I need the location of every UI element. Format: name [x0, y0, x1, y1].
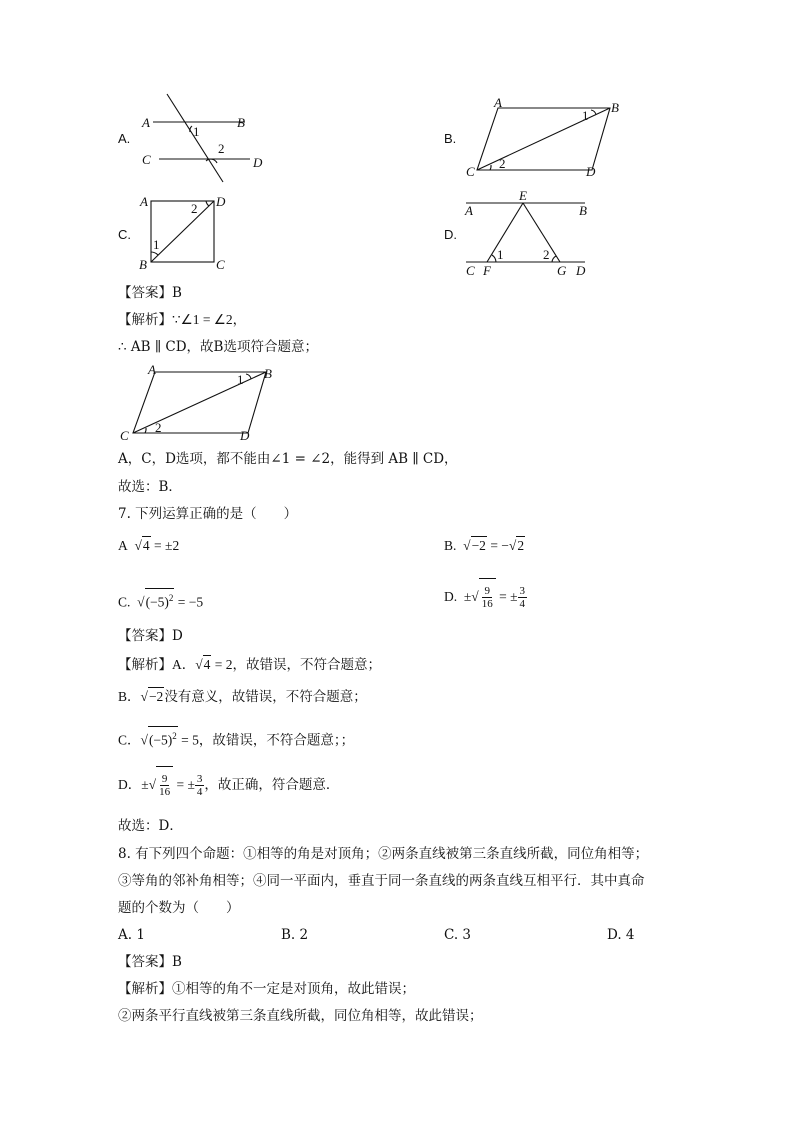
option-d-label: D. [444, 227, 457, 242]
svg-text:B: B [264, 366, 272, 381]
angle-2-arc [552, 256, 556, 262]
q8-option-c: C. 3 [444, 927, 472, 943]
svg-text:D: D [253, 155, 263, 170]
diagonal-bc [133, 372, 266, 433]
angle-2-arc [490, 165, 491, 170]
svg-text:C: C [120, 428, 129, 443]
q7-option-a: A √4 = ±2 [118, 538, 180, 553]
angle-1-arc [492, 255, 496, 262]
angle-1-arc [151, 252, 158, 255]
figure-option-a [135, 88, 285, 188]
svg-text:G: G [557, 263, 567, 278]
q6-choose: 故选：B． [118, 479, 182, 495]
svg-text:A: A [494, 95, 502, 110]
q6-analysis: 【解析】∵∠1 = ∠2， [118, 312, 247, 328]
q7-stem: 7. 下列运算正确的是（ ） [118, 506, 298, 522]
svg-text:B: B [139, 257, 147, 272]
q8-stem-line-1: 8. 有下列四个命题：①相等的角是对顶角；②两条直线被第三条直线所截，同位角相等； [118, 846, 649, 862]
segment-ef [487, 203, 523, 262]
diagonal-bc [477, 108, 610, 170]
svg-text:D: D [216, 194, 226, 209]
q7-explain-b: B．√−2没有意义，故错误，不符合题意； [118, 689, 367, 704]
q6-therefore: ∴ AB ∥ CD，故B选项符合题意； [118, 339, 318, 355]
svg-text:C: C [216, 257, 225, 272]
figure-option-b [460, 95, 630, 183]
option-a-label: A. [118, 131, 131, 146]
svg-text:2: 2 [499, 156, 506, 171]
angle-2-arc [145, 428, 146, 433]
svg-text:B: B [579, 203, 587, 218]
q7-choose: 故选：D． [118, 818, 183, 834]
angle-2-arc [206, 201, 209, 206]
svg-text:B: B [237, 115, 245, 130]
svg-text:1: 1 [497, 247, 504, 262]
svg-text:C: C [142, 152, 151, 167]
svg-text:C: C [466, 263, 475, 278]
option-b-label: B. [444, 131, 457, 146]
diagonal-bd [151, 201, 214, 262]
q7-answer: 【答案】D [118, 628, 183, 644]
segment-eg [523, 203, 560, 262]
svg-text:1: 1 [193, 124, 200, 139]
angle-1-arc [246, 374, 251, 379]
svg-text:1: 1 [153, 237, 160, 252]
svg-text:2: 2 [218, 141, 225, 156]
q7-option-b: B. √−2 = −√2 [444, 538, 525, 553]
svg-text:D: D [586, 164, 596, 179]
q8-stem-line-3: 题的个数为（ ） [118, 900, 240, 916]
svg-text:1: 1 [237, 372, 244, 387]
q7-explain-a: 【解析】A．√4 = 2，故错误，不符合题意； [118, 657, 382, 672]
svg-text:E: E [519, 188, 527, 203]
option-c-label: C. [118, 227, 131, 242]
q8-option-a: A. 1 [118, 927, 145, 943]
angle-1-arc [591, 110, 596, 115]
svg-text:F: F [483, 263, 491, 278]
q8-explain-2: ②两条平行直线被第三条直线所截，同位角相等，故此错误； [118, 1008, 483, 1024]
svg-text:A: A [148, 362, 156, 377]
angle-2-arc [206, 159, 217, 163]
svg-text:2: 2 [191, 201, 198, 216]
svg-text:D: D [240, 428, 250, 443]
q8-stem-line-2: ③等角的邻补角相等；④同一平面内，垂直于同一条直线的两条直线互相平行．其中真命 [118, 873, 645, 889]
q6-others: A，C，D选项，都不能由∠1 = ∠2，能得到 AB ∥ CD， [118, 451, 458, 467]
q6-analysis-figure [118, 362, 283, 444]
svg-text:A: A [465, 203, 473, 218]
svg-text:1: 1 [582, 108, 589, 123]
q8-explain-1: 【解析】①相等的角不一定是对顶角，故此错误； [118, 981, 415, 997]
q7-explain-d: D．±√ $\frac{9}{16}$ = ± $\frac{3}{4}$ ，故正确，符合题意． [118, 766, 339, 803]
svg-text:D: D [576, 263, 586, 278]
svg-text:C: C [466, 164, 475, 179]
q7-option-c: C. $√(-5)^2 = -5$ [118, 588, 203, 612]
svg-text:B: B [611, 100, 619, 115]
q6-answer: 【答案】B [118, 285, 182, 301]
figure-option-c [136, 192, 246, 272]
q7-explain-c: C．$√(-5)^2 = 5$，故错误，不符合题意；； [118, 726, 354, 750]
figure-option-d [460, 188, 600, 276]
q8-option-b: B. 2 [281, 927, 309, 943]
q7-option-d: D. ±√ $\frac{9}{16}$ = ± $\frac{3}{4}$ [444, 578, 527, 615]
q8-option-d: D. 4 [607, 927, 635, 943]
svg-text:A: A [142, 115, 150, 130]
q8-answer: 【答案】B [118, 954, 182, 970]
svg-text:2: 2 [543, 247, 550, 262]
svg-text:A: A [140, 194, 148, 209]
svg-text:2: 2 [155, 420, 162, 435]
